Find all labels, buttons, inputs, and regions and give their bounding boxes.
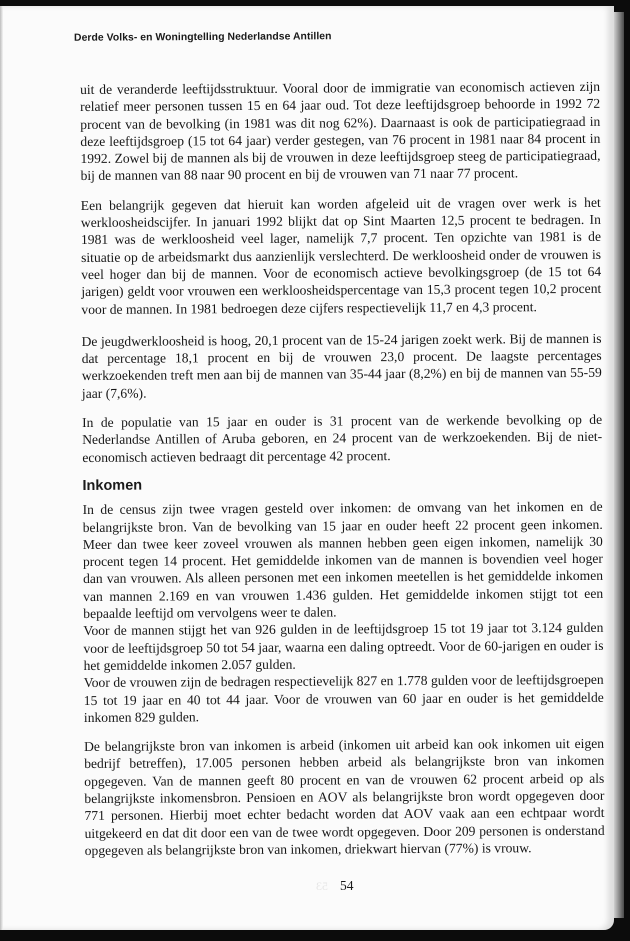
paragraph-income-source: De belangrijkste bron van inkomen is arbeid (inkomen uit arbeid kan ook inkomen uit eigen bedrijf betreffen), 17.005 personen hebben arbeid als belangrijkste bron van inkomen opgegeven. Van de mannen geeft 80 procent en van de vrouwen 62 procent arbeid op als belangrijkste inkomensbron. Pensioen en AOV als belangrijkste bron wordt opgegeven door 771 personen. Hierbij moet echter bedacht worden dat AOV vaak aan een echtpaar wordt uitgekeerd en dat dit door een van de twee wordt opgegeven. Door 209 personen is onderstand opgegeven als belangrijkste bron van inkomen, driekwart hiervan (77%) is vrouw. — [84, 735, 605, 858]
paragraph-youth-unemployment: De jeugdwerkloosheid is hoog, 20,1 procent van de 15-24 jarigen zoekt werk. Bij de mannen is dat percentage 18,1 procent en bij de vrouwen 23,0 procent. De laagste percentages werkzoekenden treft men aan bij de mannen van 35-44 jaar (8,2%) en bij de mannen van 55-59 jaar (7,6%). — [81, 330, 602, 401]
paragraph-birthplace: In de populatie van 15 jaar en ouder is 31 procent van de werkende bevolking op de Nederlandse Antillen of Aruba geboren, en 24 procent van de werkzoekenden. Bij de niet-economisch actieven bedraagt dit percentage 42 procent. — [82, 411, 603, 465]
paragraph-income-men: Voor de mannen stijgt het van 926 gulden in de leeftijdsgroep 15 tot 19 jaar tot 3.124 gulden voor de leeftijdsgroep 50 tot 54 jaar, waarna een daling optreedt. Voor de 60-jarigen en ouder is het gemiddelde inkomen 2.057 gulden. — [83, 620, 604, 673]
running-header: Derde Volks- en Woningtelling Nederlandse Antillen — [73, 31, 332, 44]
page-stack-edge — [614, 12, 624, 918]
page-sheet — [0, 6, 614, 930]
paragraph-income-questions: In de census zijn twee vragen gesteld over inkomen: de omvang van het inkomen en de belangrijkste bron. Van de bevolking van 15 jaar en ouder heeft 22 procent geen inkomen. Meer dan twee keer zoveel vrouwen als mannen hebben geen eigen inkomen, namelijk 30 procent tegen 14 procent. Het gemiddelde inkomen van de mannen is bovendien veel hoger dan van vrouwen. Als alleen personen met een inkomen meetellen is het gemiddelde inkomen van mannen 2.169 en van vrouwen 1.436 gulden. Het gemiddelde inkomen stijgt tot een bepaalde leeftijd om vervolgens weer te dalen. — [82, 499, 604, 622]
body-text — [80, 78, 605, 871]
paragraph-income-women: Voor de vrouwen zijn de bedragen respectievelijk 827 en 1.778 gulden voor de leeftijdsgroepen 15 tot 19 jaar en 40 tot 44 jaar. Voor de vrouwen van 60 jaar en ouder is het gemiddelde inkomen 829 gulden. — [83, 672, 604, 725]
section-heading-inkomen: Inkomen — [82, 477, 143, 494]
binding-edge — [0, 6, 3, 930]
page-number: 54 — [340, 878, 354, 893]
paragraph-unemployment-rate: Een belangrijk gegeven dat hieruit kan worden afgeleid uit de vragen over werk is het werkloosheidscijfer. In januari 1992 blijkt dat op Sint Maarten 12,5 procent te bedragen. In 1981 was de werkloosheid veel lager, namelijk 7,7 procent. Ten opzichte van 1981 is de situatie op de arbeidsmarkt dus aanzienlijk verslechterd. De werkloosheid onder de vrouwen is veel hoger dan bij de mannen. Voor de economisch actieve bevolkingsgroep (de 15 tot 64 jarigen) geldt voor vrouwen een werkloosheidspercentage van 15,3 procent tegen 10,2 procent voor de mannen. In 1981 bedroegen deze cijfers respectievelijk 11,7 en 4,3 procent. — [80, 194, 602, 317]
paragraph-age-structure: uit de veranderde leeftijdsstruktuur. Vooral door de immigratie van economisch actieven zijn relatief meer personen tussen 15 en 64 jaar oud. Tot deze leeftijdsgroep behoorde in 1992 72 procent van de bevolking (in 1981 was dit nog 62%). Daarnaast is ook de participatiegraad in deze leeftijdsgroep (15 tot 64 jaar) verder gestegen, van 76 procent in 1981 naar 84 procent in 1992. Zowel bij de mannen als bij de vrouwen in deze leeftijdsgroep steeg de participatiegraad, bij de mannen van 88 naar 90 procent en bij de vrouwen van 71 naar 77 procent. — [80, 78, 601, 184]
show-through-page-number: 53 — [316, 879, 328, 893]
